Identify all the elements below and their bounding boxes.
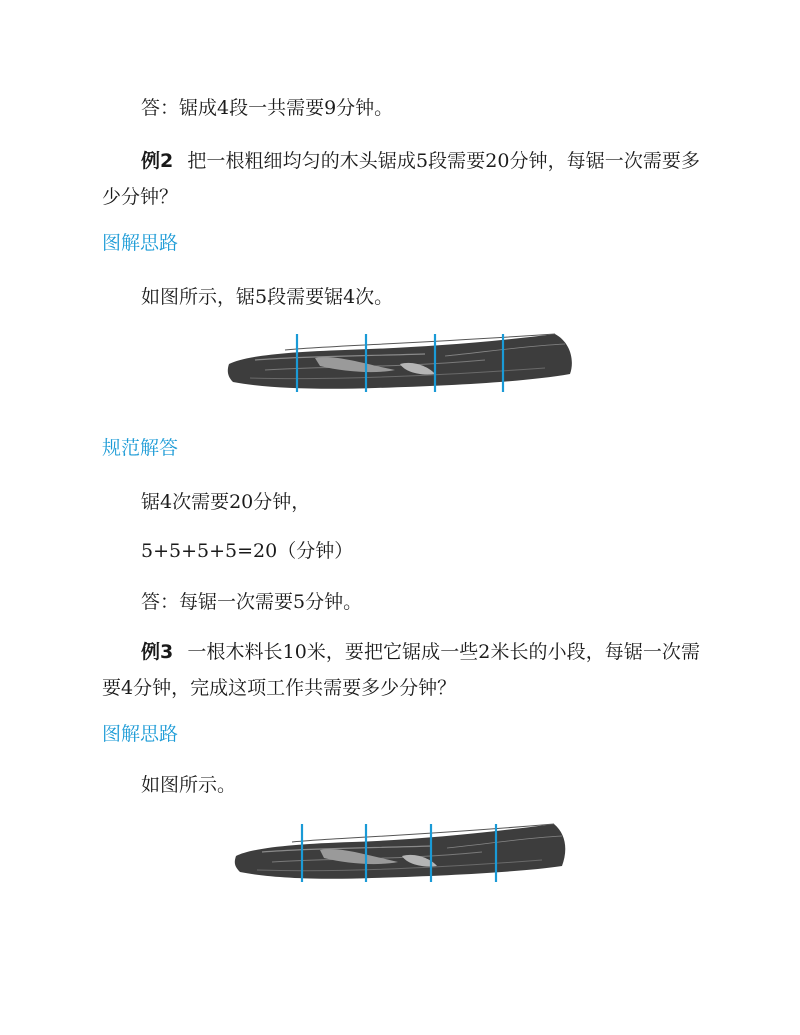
answer-example1: 答：锯成4段一共需要9分钟。 [141,97,394,119]
log-image [235,824,565,879]
example3-analysis-heading: 图解思路 [102,723,179,745]
log-figure-1 [225,330,575,396]
solution-line-1: 锯4次需要20分钟， [141,491,311,513]
log-figure-2 [232,820,567,886]
log-image [228,334,572,389]
example2-analysis-heading: 图解思路 [102,232,179,254]
example3-label: 例3 [141,641,174,663]
example2-analysis-text: 如图所示，锯5段需要锯4次。 [141,286,394,308]
example2-text: 把一根粗细均匀的木头锯成5段需要20分钟，每锯一次需要多少分钟？ [102,150,700,208]
example2-question [102,143,700,215]
example2-label: 例2 [141,150,174,172]
example3-analysis-text: 如图所示。 [141,774,237,796]
solution-answer: 答：每锯一次需要5分钟。 [141,591,363,613]
example3-question [102,634,700,706]
solution-line-2: 5+5+5+5=20（分钟） [141,540,354,562]
example2-solution-heading: 规范解答 [102,437,179,459]
example3-text: 一根木料长10米，要把它锯成一些2米长的小段，每锯一次需要4分钟，完成这项工作共需要多少分钟？ [102,641,700,699]
